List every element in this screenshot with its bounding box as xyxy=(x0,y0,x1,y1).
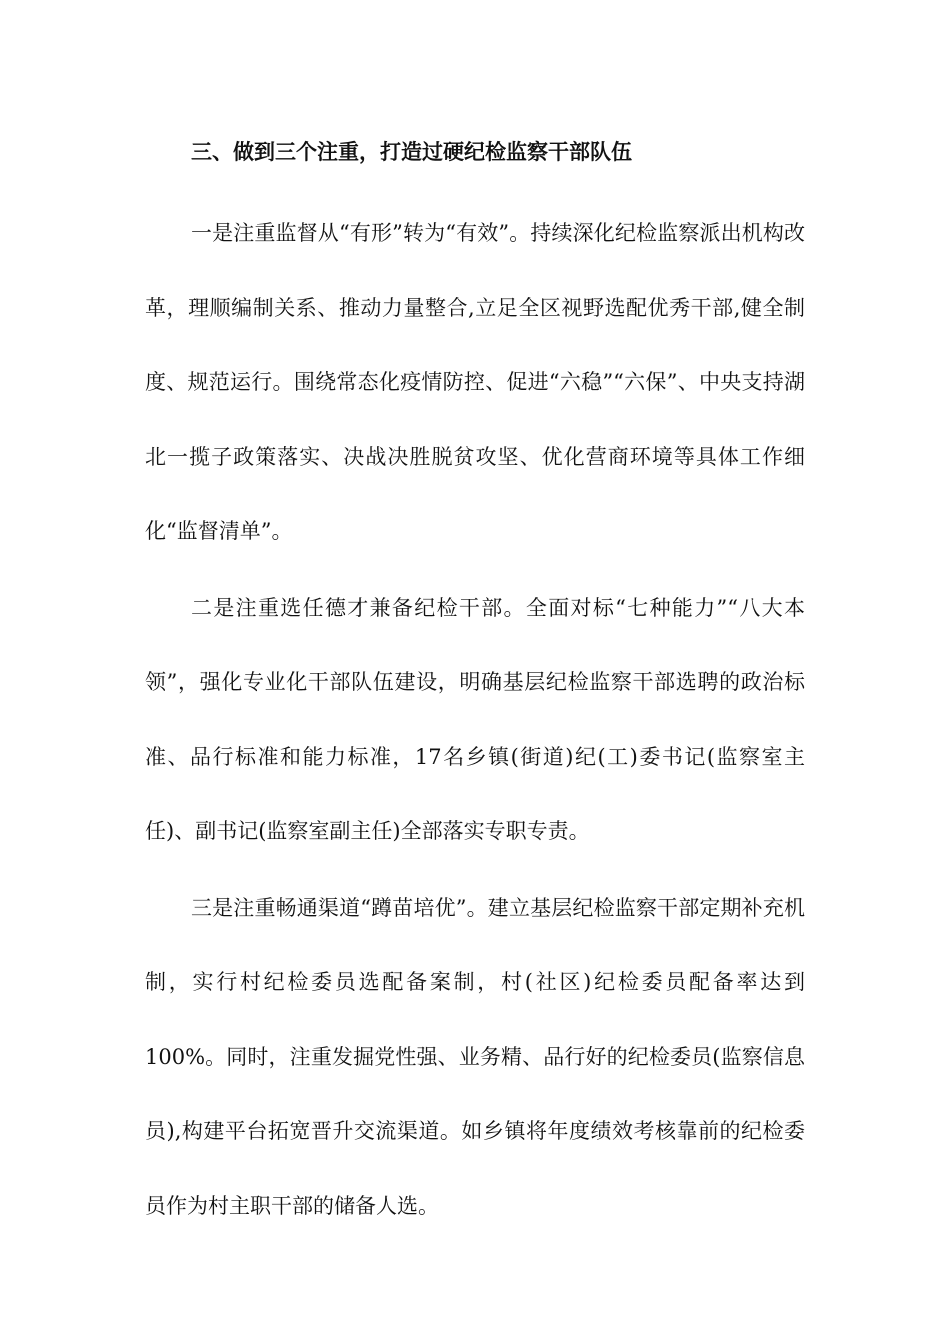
paragraph-channels: 三是注重畅通渠道“蹲苗培优”。建立基层纪检监察干部定期补充机制，实行村纪检委员选配备案制，村(社区)纪检委员配备率达到100%。同时，注重发掘党性强、业务精、品行好的纪检委员(监察信息员),构建平台拓宽晋升交流渠道。如乡镇将年度绩效考核靠前的纪检委员作为村主职干部的储备人选。 xyxy=(145,895,805,1218)
section-heading: 三、做到三个注重，打造过硬纪检监察干部队伍 xyxy=(191,139,632,164)
document-body xyxy=(145,130,805,1243)
paragraph-supervision: 一是注重监督从“有形”转为“有效”。持续深化纪检监察派出机构改革，理顺编制关系、推动力量整合,立足全区视野选配优秀干部,健全制度、规范运行。围绕常态化疫情防控、促进“六稳”“六保”、中央支持湖北一揽子政策落实、决战决胜脱贫攻坚、优化营商环境等具体工作细化“监督清单”。 xyxy=(145,221,805,543)
paragraph-cadre-selection: 二是注重选任德才兼备纪检干部。全面对标“七种能力”“八大本领”，强化专业化干部队伍建设，明确基层纪检监察干部选聘的政治标准、品行标准和能力标准，17名乡镇(街道)纪(工)委书记(监察室主任)、副书记(监察室副主任)全部落实专职专责。 xyxy=(145,595,805,843)
